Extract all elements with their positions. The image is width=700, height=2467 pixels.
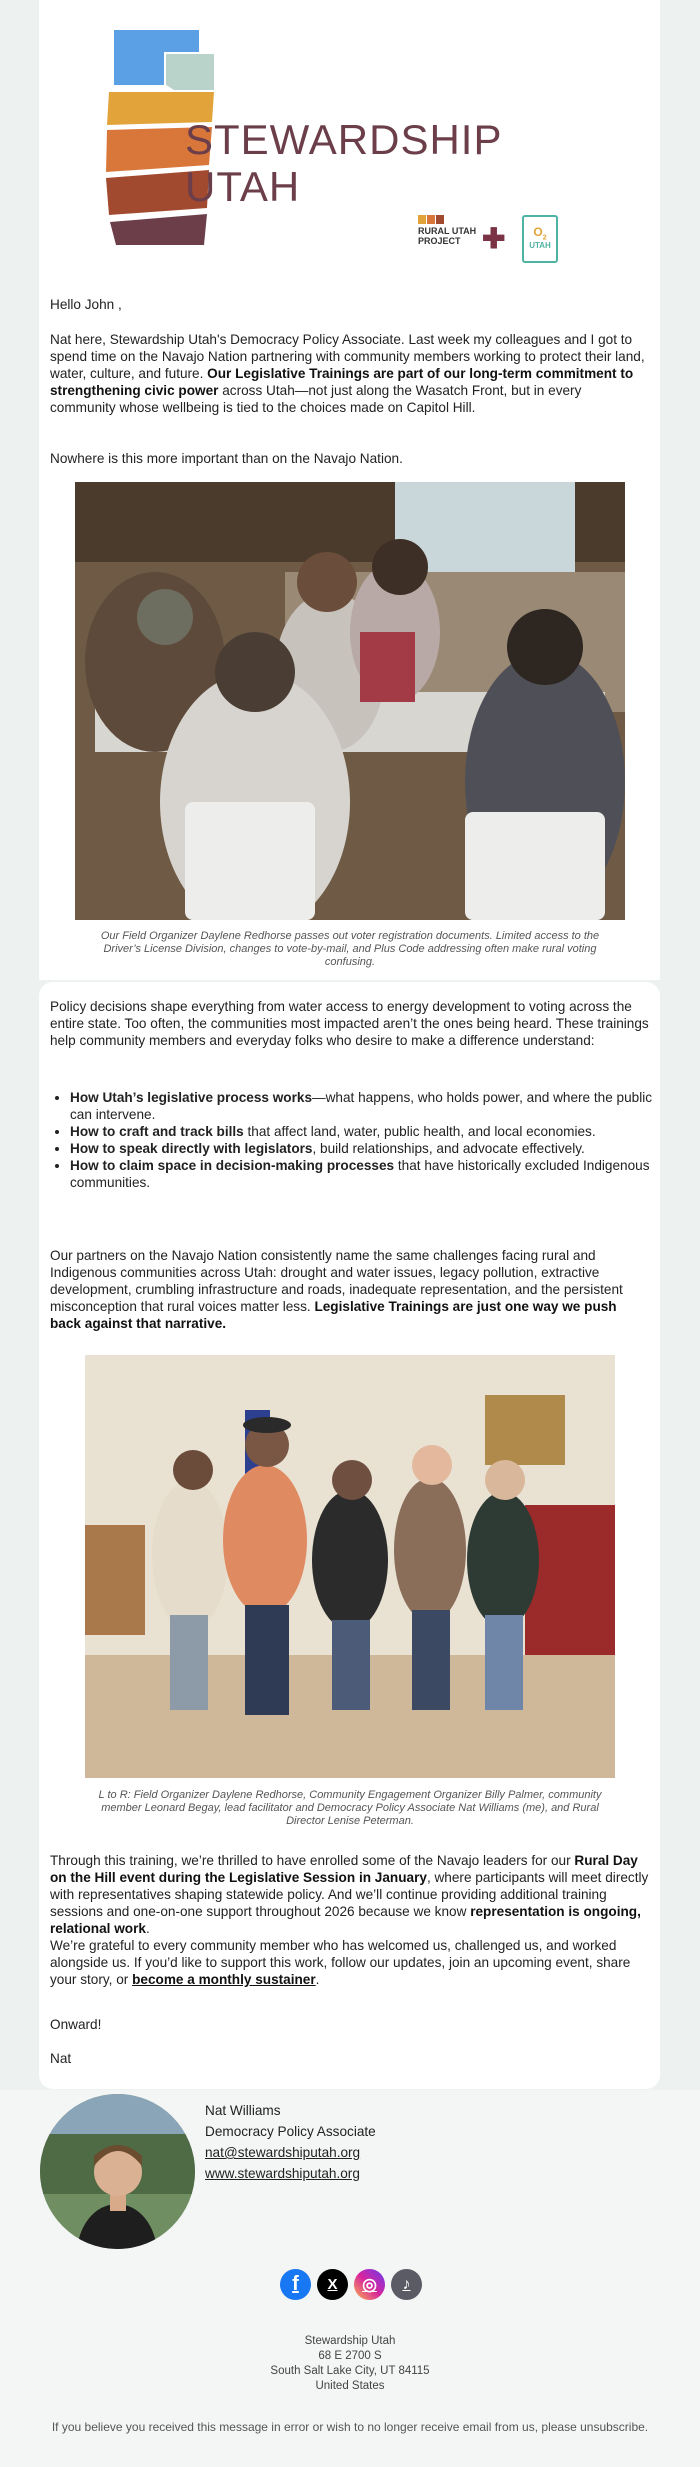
logo-band-sage (166, 54, 214, 90)
signature-email-link[interactable]: nat@stewardshiputah.org (205, 2145, 361, 2160)
signature-title: Democracy Policy Associate (205, 2124, 376, 2139)
gratitude-text-c: . (315, 1972, 320, 1987)
greeting: Hello John , (50, 297, 122, 312)
instagram-icon[interactable]: ◎ (354, 2269, 385, 2300)
topic-bold: How to craft and track bills (70, 1124, 244, 1139)
partner-logo-line1: RURAL UTAH (418, 226, 477, 236)
rural-day-text-b: , where participants will meet directly with representatives shaping statewide policy. And we’ll continue providing additional training sessions and one-on-one support throughout 2026 because we know (50, 1870, 649, 1919)
group-photo (85, 1355, 615, 1778)
signature-website-link[interactable]: www.stewardshiputah.org (205, 2166, 360, 2181)
topic-item (70, 1157, 670, 1191)
signoff-name: Nat (50, 2051, 72, 2066)
partners-text-a: Our partners on the Navajo Nation consistently name the same challenges facing rural and Indigenous communities across Utah: drought and water issues, legacy pollution, extractive development, crumbling infrastructure and roads, inadequate representation, and the persistent misconception that rural voices matter less. (50, 1248, 623, 1314)
topic-rest: —what happens, who holds power, and where the public can intervene. (70, 1090, 653, 1122)
unsubscribe-text[interactable]: If you believe you received this message in error or wish to no longer receive email from us, please unsubscribe. (51, 2420, 649, 2434)
rural-day-bold2: representation is ongoing, relational work (50, 1904, 641, 1936)
topic-rest: that have historically excluded Indigenous communities. (70, 1158, 650, 1190)
rural-day-text-a: Through this training, we’re thrilled to have enrolled some of the Navajo leaders for our (50, 1853, 575, 1868)
partners-paragraph (50, 1247, 650, 1332)
gratitude-text-a: We’re grateful to every community member who has welcomed us, challenged us, and worked alongside us. If you’d like to support this work, follow our updates, join an upcoming event, share your story, or (50, 1938, 631, 1987)
photo1-caption: Our Field Organizer Daylene Redhorse passes out voter registration documents. Limited access to the Driver’s License Division, changes to vote-by-mail, and Plus Code addressing often make rural voting confusing. (100, 930, 600, 968)
logo-word-stewardship: STEWARDSHIP (185, 116, 503, 163)
photo2-caption: L to R: Field Organizer Daylene Redhorse, Community Engagement Organizer Billy Palmer, community member Leonard Begay, lead facilitator and Democracy Policy Associate Nat Williams (me), and Rural Director Lenise Peterman. (98, 1789, 602, 1827)
footer-country: United States (315, 2380, 385, 2392)
policy-paragraph: Policy decisions shape everything from water access to energy development to voting across the entire state. Too often, the communities most impacted aren’t the ones being heard. These trainings help community members and everyday folks who desire to make a difference understand: (50, 999, 649, 1048)
rural-day-paragraph (50, 1852, 650, 1937)
navajo-paragraph: Nowhere is this more important than on the Navajo Nation. (50, 451, 403, 466)
signoff: Onward! (50, 2017, 102, 2032)
x-icon[interactable]: X (317, 2269, 348, 2300)
facebook-icon[interactable]: f (280, 2269, 311, 2300)
plus-icon: ✚ (482, 223, 506, 254)
footer-org: Stewardship Utah (304, 2335, 396, 2347)
topic-bold: How to speak directly with legislators (70, 1141, 313, 1156)
sustainer-link[interactable]: become a monthly sustainer (132, 1972, 316, 1987)
logo-band-plum (110, 214, 207, 245)
partner-logo-line2: PROJECT (418, 236, 461, 246)
footer-city: South Salt Lake City, UT 84115 (270, 2365, 430, 2377)
signature-name: Nat Williams (205, 2103, 281, 2118)
training-photo (75, 482, 625, 920)
rural-utah-project-logo (418, 215, 488, 246)
group-photo-art (85, 1355, 615, 1778)
o2-utah-logo: $O_2$ UTAH (522, 215, 558, 263)
footer-street: 68 E 2700 S (318, 2350, 382, 2362)
partners-text-bold: Legislative Trainings are just one way we push back against that narrative. (50, 1299, 617, 1331)
gratitude-paragraph (50, 1937, 650, 1988)
training-photo-art (75, 482, 625, 920)
training-topics-list (50, 1089, 670, 1191)
intro-paragraph (50, 331, 650, 416)
intro-text-bold: Our Legislative Trainings are part of our long-term commitment to strengthening civic power (50, 366, 634, 398)
topic-bold: How Utah’s legislative process works (70, 1090, 313, 1105)
intro-text-c: across Utah—not just along the Wasatch Front, but in every community whose wellbeing is tied to the choices made on Capitol Hill. (50, 383, 582, 415)
topic-rest: that affect land, water, public health, and local economies. (243, 1124, 596, 1139)
tiktok-icon[interactable]: ♪ (391, 2269, 422, 2300)
logo-word-utah: UTAH (185, 163, 301, 210)
avatar (40, 2094, 195, 2249)
rural-day-bold1: Rural Day on the Hill event during the Legislative Session in January (50, 1853, 638, 1885)
topic-item (70, 1089, 670, 1123)
rural-day-text-c: . (145, 1921, 150, 1936)
partner2-label: UTAH (529, 241, 551, 251)
topic-item (70, 1123, 670, 1140)
topic-bold: How to claim space in decision-making processes (70, 1158, 395, 1173)
intro-text-a: Nat here, Stewardship Utah's Democracy Policy Associate. Last week my colleagues and I got to spend time on the Navajo Nation partnering with community members working to protect their land, water, culture, and future. (50, 332, 645, 381)
topic-rest: , build relationships, and advocate effectively. (312, 1141, 585, 1156)
topic-item (70, 1140, 670, 1157)
